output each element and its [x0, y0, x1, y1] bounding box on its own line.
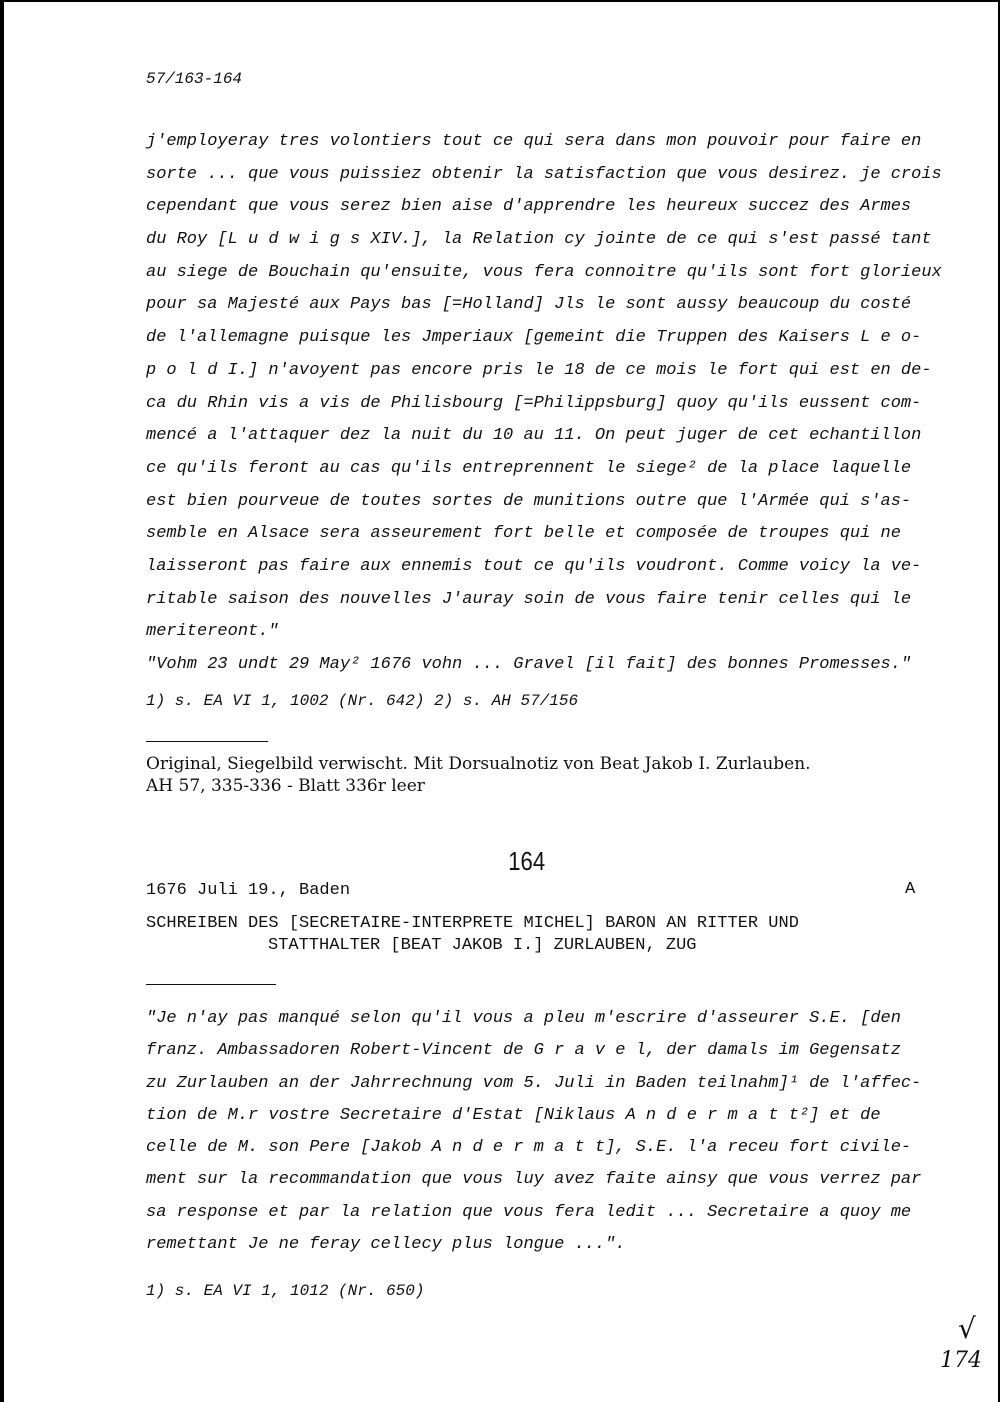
text-line: tion de M.r vostre Secretaire d'Estat [Niklaus A n d e r m a t t²] et de [146, 1105, 881, 1125]
text-line: franz. Ambassadoren Robert-Vincent de G r a v e l, der damals im Gegensatz [146, 1041, 901, 1061]
text-line: cependant que vous serez bien aise d'apprendre les heureux succez des Armes [146, 197, 912, 217]
text-line: ce qu'ils feront au cas qu'ils entreprennent le siege² de la place laquelle [146, 458, 912, 478]
text-line: ment sur la recommandation que vous luy avez faite ainsy que vous verrez par [146, 1170, 922, 1190]
letter-164-body [146, 1003, 926, 1261]
text-line: ritable saison des nouvelles J'auray soin de vous faire tenir celles qui le [146, 589, 912, 609]
text-line: "Je n'ay pas manqué selon qu'il vous a pleu m'escrire d'asseurer S.E. [den [146, 1009, 901, 1028]
text-line: zu Zurlauben an der Jahrrechnung vom 5. Juli in Baden teilnahm]¹ de l'affec- [146, 1073, 922, 1093]
text-line: est bien pourveue de toutes sortes de munitions outre que l'Armée qui s'as- [146, 491, 912, 511]
document-title-line-1: SCHREIBEN DES [SECRETAIRE-INTERPRETE MICHEL] BARON AN RITTER UND [146, 914, 799, 933]
date-place: 1676 Juli 19., Baden [146, 881, 351, 900]
document-number: 164 [508, 846, 546, 876]
letter-163-body [146, 126, 942, 682]
divider-rule [146, 984, 276, 985]
text-line: sorte ... que vous puissiez obtenir la satisfaction que vous desirez. je crois [146, 164, 942, 184]
page-reference: 57/163-164 [146, 70, 243, 88]
document-title-line-2: STATTHALTER [BEAT JAKOB I.] ZURLAUBEN, ZUG [268, 936, 697, 955]
text-line: semble en Alsace sera asseurement fort belle et composée de troupes qui ne [146, 524, 901, 544]
source-note-line-2: AH 57, 335-336 - Blatt 336r leer [146, 776, 425, 796]
page-border-top [0, 0, 1000, 2]
text-line: remettant Je ne feray cellecy plus longue ...". [146, 1235, 626, 1255]
text-line: meritereont." [146, 622, 279, 642]
text-line: de l'allemagne puisque les Jmperiaux [gemeint die Truppen des Kaisers L e o- [146, 328, 922, 348]
source-note-line-1: Original, Siegelbild verwischt. Mit Dorsualnotiz von Beat Jakob I. Zurlauben. [146, 754, 811, 774]
text-line: ca du Rhin vis a vis de Philisbourg [=Philippsburg] quoy qu'ils eussent com- [146, 393, 922, 413]
text-line: laisseront pas faire aux ennemis tout ce qu'ils voudront. Comme voicy la ve- [146, 556, 922, 576]
footnotes-163: 1) s. EA VI 1, 1002 (Nr. 642) 2) s. AH 57/156 [146, 692, 579, 710]
text-line: j'employeray tres volontiers tout ce qui sera dans mon pouvoir pour faire en [146, 132, 922, 151]
page-border-left [0, 0, 4, 1402]
text-line: mencé a l'attaquer dez la nuit du 10 au 11. On peut juger de cet echantillon [146, 426, 922, 446]
text-line: au siege de Bouchain qu'ensuite, vous fera connoitre qu'ils sont fort glorieux [146, 262, 942, 282]
folio-number: 174 [940, 1348, 982, 1373]
text-line: sa response et par la relation que vous fera ledit ... Secretaire a quoy me [146, 1202, 912, 1222]
text-line: celle de M. son Pere [Jakob A n d e r m a t t], S.E. l'a receu fort civile- [146, 1138, 912, 1158]
text-line: p o l d I.] n'avoyent pas encore pris le 18 de ce mois le fort qui est en de- [146, 360, 932, 380]
check-mark: √ [958, 1312, 976, 1345]
text-line: "Vohm 23 undt 29 May² 1676 vohn ... Gravel [il fait] des bonnes Promesses." [146, 655, 912, 674]
divider-rule [146, 741, 268, 742]
footnote-164: 1) s. EA VI 1, 1012 (Nr. 650) [146, 1282, 425, 1300]
type-marker: A [905, 880, 916, 899]
text-line: du Roy [L u d w i g s XIV.], la Relation cy jointe de ce qui s'est passé tant [146, 230, 932, 250]
text-line: pour sa Majesté aux Pays bas [=Holland] Jls le sont aussy beaucoup du costé [146, 295, 912, 315]
